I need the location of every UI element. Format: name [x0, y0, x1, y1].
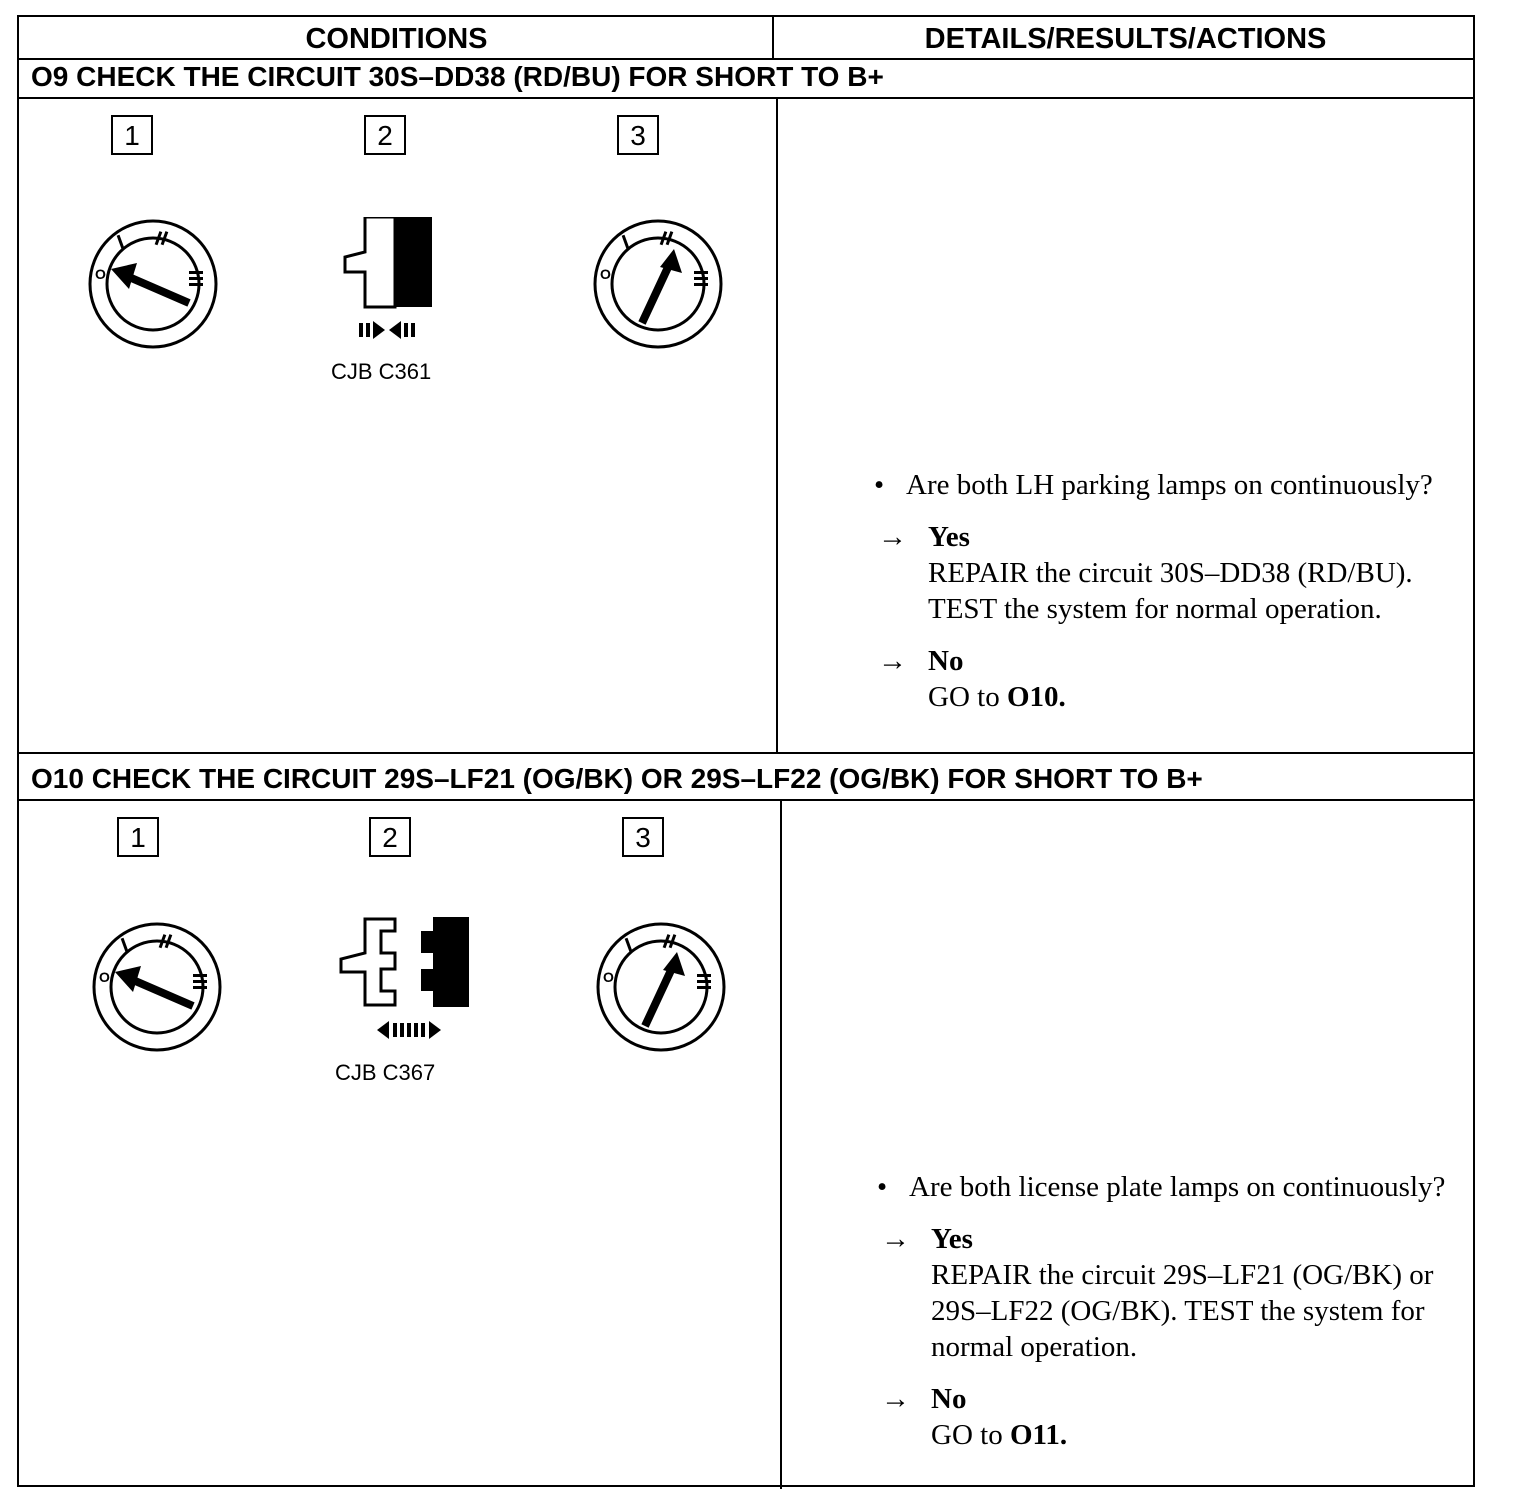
rule: [19, 799, 1473, 801]
no-label: No: [928, 645, 964, 677]
step-2-box: 2: [369, 817, 411, 857]
yes-action: REPAIR the circuit 30S–DD38 (RD/BU). TEST the system for normal operation.: [928, 557, 1413, 625]
ignition-on-icon: [593, 922, 729, 1052]
question-text: Are both license plate lamps on continuously?: [909, 1171, 1446, 1203]
column-divider: [776, 97, 778, 752]
no-action: [928, 679, 1444, 715]
yes-option: [877, 1221, 1457, 1365]
yes-action: REPAIR the circuit 29S–LF21 (OG/BK) or 29S–LF22 (OG/BK). TEST the system for normal operation.: [931, 1259, 1434, 1363]
rule: [19, 752, 1473, 754]
header-divider: [772, 17, 774, 58]
section-title-o9: O9 CHECK THE CIRCUIT 30S–DD38 (RD/BU) FOR SHORT TO B+: [31, 61, 884, 92]
question: [874, 467, 1444, 503]
connector-apart-icon: [335, 917, 475, 1045]
section-title-o10: O10 CHECK THE CIRCUIT 29S–LF21 (OG/BK) OR 29S–LF22 (OG/BK) FOR SHORT TO B+: [31, 763, 1203, 794]
ignition-on-icon: [590, 219, 726, 349]
step-1-box: 1: [111, 115, 153, 155]
ignition-off-icon: [85, 219, 221, 349]
no-action: [931, 1417, 1457, 1453]
step-1-box: 1: [117, 817, 159, 857]
bullet: •: [877, 1171, 888, 1203]
no-action-text: GO to: [928, 681, 1007, 713]
no-option: [874, 643, 1444, 715]
connector-label: CJB C367: [335, 1060, 436, 1085]
yes-label: Yes: [931, 1223, 973, 1255]
rule: [19, 58, 1473, 60]
goto-step-link[interactable]: O10.: [1006, 681, 1066, 713]
connector-label: CJB C361: [331, 359, 432, 384]
arrow-icon: →: [881, 1383, 910, 1415]
svg-text:O: O: [600, 266, 611, 282]
conditions-header: CONDITIONS: [305, 23, 488, 55]
svg-text:O: O: [603, 969, 614, 985]
step-3-box: 3: [617, 115, 659, 155]
bullet: •: [874, 469, 885, 501]
no-label: No: [931, 1383, 967, 1415]
connector-disconnected-icon: [337, 217, 437, 345]
yes-option: [874, 519, 1444, 627]
goto-step-link[interactable]: O11.: [1009, 1419, 1068, 1451]
procedure-table: [17, 15, 1475, 1487]
arrow-icon: →: [881, 1223, 910, 1255]
ignition-off-icon: [89, 922, 225, 1052]
step-3-box: 3: [622, 817, 664, 857]
result-block-o9: [874, 467, 1444, 715]
details-header: DETAILS/RESULTS/ACTIONS: [924, 23, 1327, 55]
result-block-o10: [877, 1169, 1457, 1453]
step-2-box: 2: [364, 115, 406, 155]
rule: [19, 97, 1473, 99]
svg-text:O: O: [95, 266, 106, 282]
question-text: Are both LH parking lamps on continuously?: [906, 469, 1433, 501]
no-option: [877, 1381, 1457, 1453]
svg-text:O: O: [99, 969, 110, 985]
arrow-icon: →: [878, 645, 907, 677]
column-divider: [780, 799, 782, 1489]
arrow-icon: →: [878, 521, 907, 553]
question: [877, 1169, 1457, 1205]
yes-label: Yes: [928, 521, 970, 553]
no-action-text: GO to: [931, 1419, 1010, 1451]
